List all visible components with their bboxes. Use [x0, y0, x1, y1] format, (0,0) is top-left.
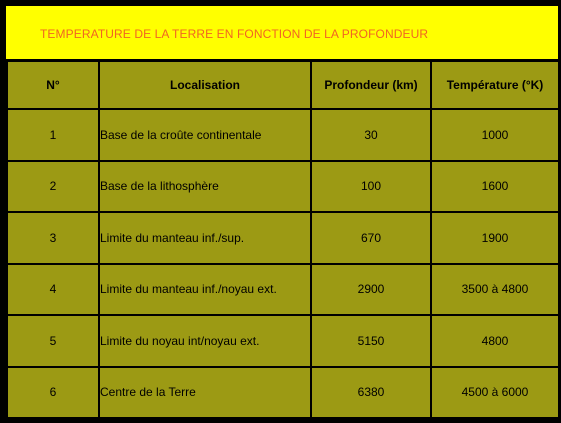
cell-temperature: 1900: [432, 213, 558, 263]
table-row: [8, 368, 558, 418]
cell-location: Limite du manteau inf./noyau ext.: [100, 265, 310, 315]
cell-location: Base de la croûte continentale: [100, 110, 310, 160]
cell-temperature: 4500 à 6000: [432, 368, 558, 418]
table-row: [8, 110, 558, 160]
cell-location: Base de la lithosphère: [100, 162, 310, 212]
header-temperature: Température (°K): [432, 62, 558, 108]
cell-location: Limite du noyau int/noyau ext.: [100, 316, 310, 366]
cell-depth: 30: [312, 110, 430, 160]
cell-depth: 5150: [312, 316, 430, 366]
cell-depth: 2900: [312, 265, 430, 315]
cell-number: 4: [8, 265, 98, 315]
table-row: [8, 162, 558, 212]
cell-number: 1: [8, 110, 98, 160]
table-row: [8, 316, 558, 366]
table-row: [8, 213, 558, 263]
document-frame: [2, 2, 559, 421]
header-location: Localisation: [100, 62, 310, 108]
cell-depth: 100: [312, 162, 430, 212]
page-title: TEMPERATURE DE LA TERRE EN FONCTION DE LA PROFONDEUR: [40, 27, 429, 41]
cell-location: Limite du manteau inf./sup.: [100, 213, 310, 263]
cell-location: Centre de la Terre: [100, 368, 310, 418]
header-depth: Profondeur (km): [312, 62, 430, 108]
cell-temperature: 4800: [432, 316, 558, 366]
table-row: [8, 265, 558, 315]
cell-number: 3: [8, 213, 98, 263]
cell-number: 2: [8, 162, 98, 212]
table-header-row: [8, 62, 558, 108]
temperature-depth-table: [6, 60, 560, 419]
cell-temperature: 1000: [432, 110, 558, 160]
cell-number: 5: [8, 316, 98, 366]
header-number: N°: [8, 62, 98, 108]
cell-depth: 670: [312, 213, 430, 263]
cell-temperature: 3500 à 4800: [432, 265, 558, 315]
title-banner: [6, 6, 558, 59]
cell-depth: 6380: [312, 368, 430, 418]
cell-number: 6: [8, 368, 98, 418]
cell-temperature: 1600: [432, 162, 558, 212]
